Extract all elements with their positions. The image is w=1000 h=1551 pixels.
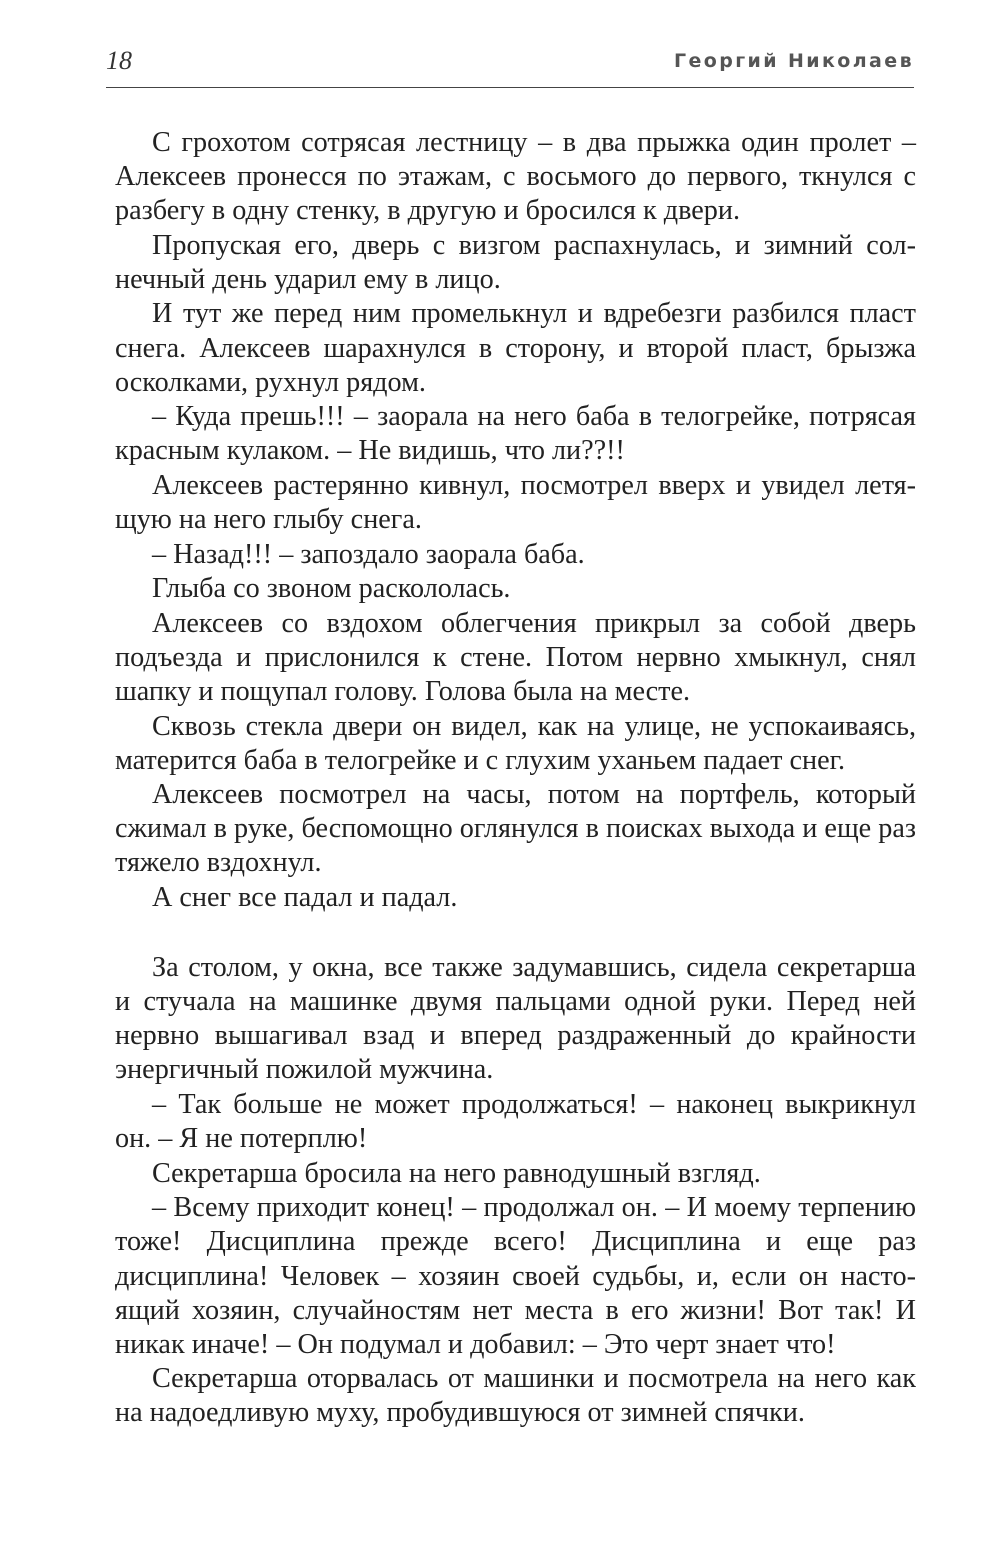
- paragraph: Сквозь стекла двери он видел, как на улице, не успокаиваясь, матерится баба в телогрейке и с глухим уханьем падает снег.: [115, 710, 916, 776]
- paragraph: Секретарша бросила на него равнодушный взгляд.: [152, 1157, 761, 1189]
- page-header: [106, 44, 914, 84]
- section-1: [115, 126, 916, 915]
- paragraph: – Назад!!! – запоздало заорала баба.: [152, 538, 585, 570]
- paragraph: Алексеев посмотрел на часы, потом на портфель, который сжимал в руке, беспомощно оглянулся в поисках выхода и еще раз тяжело вздохнул.: [115, 779, 916, 879]
- paragraph: Глыба со звоном раскололась.: [152, 573, 511, 605]
- paragraph: – Всему приходит конец! – продолжал он. – И моему терпению тоже! Дисциплина прежде всего! Дисциплина и еще раз дисциплина! Человек – хозяин своей судьбы, и, если он настоящий хозяин, случайностям нет места в его жизни! Вот так! И никак иначе! – Он подумал и добавил: – Это черт знает что!: [115, 1192, 916, 1360]
- paragraph: А снег все падал и падал.: [152, 882, 458, 914]
- paragraph: – Так больше не может продолжаться! – наконец выкрикнул он. – Я не потерплю!: [115, 1089, 916, 1155]
- paragraph: С грохотом сотрясая лестницу – в два прыжка один пролет – Алексеев пронесся по этажам, с восьмого до первого, ткнулся с разбегу в одну стенку, в другую и бросился к двери.: [115, 127, 916, 227]
- paragraph: И тут же перед ним промелькнул и вдребезги разбился пласт снега. Алексеев шарахнулся в сторону, и второй пласт, брызжа осколками, рухнул рядом.: [115, 298, 916, 398]
- paragraph: За столом, у окна, все также задумавшись, сидела секретарша и стучала на машинке двумя пальцами одной руки. Перед ней нервно вышагивал взад и вперед раздраженный до крайности энергичный пожилой мужчина.: [115, 952, 916, 1086]
- section-break: [115, 915, 916, 951]
- page-number: 18: [106, 46, 132, 75]
- paragraph: Пропуская его, дверь с визгом распахнулась, и зимний солнечный день ударил ему в лицо.: [115, 229, 916, 295]
- paragraph: Алексеев со вздохом облегчения прикрыл за собой дверь подъезда и прислонился к стене. Потом нервно хмыкнул, снял шапку и пощупал голову. Голова была на месте.: [115, 607, 916, 707]
- paragraph: Секретарша оторвалась от машинки и посмотрела на него как на надоедливую муху, пробудившуюся от зимней спячки.: [115, 1363, 916, 1429]
- running-head-author: Георгий Николаев: [673, 50, 914, 72]
- body-text: [115, 126, 916, 1430]
- paragraph: Алексеев растерянно кивнул, посмотрел вверх и увидел летящую на него глыбу снега.: [115, 469, 916, 536]
- section-2: [115, 951, 916, 1430]
- paragraph: – Куда прешь!!! – заорала на него баба в телогрейке, потрясая красным кулаком. – Не видишь, что ли??!!: [115, 401, 916, 467]
- header-divider: [106, 87, 914, 88]
